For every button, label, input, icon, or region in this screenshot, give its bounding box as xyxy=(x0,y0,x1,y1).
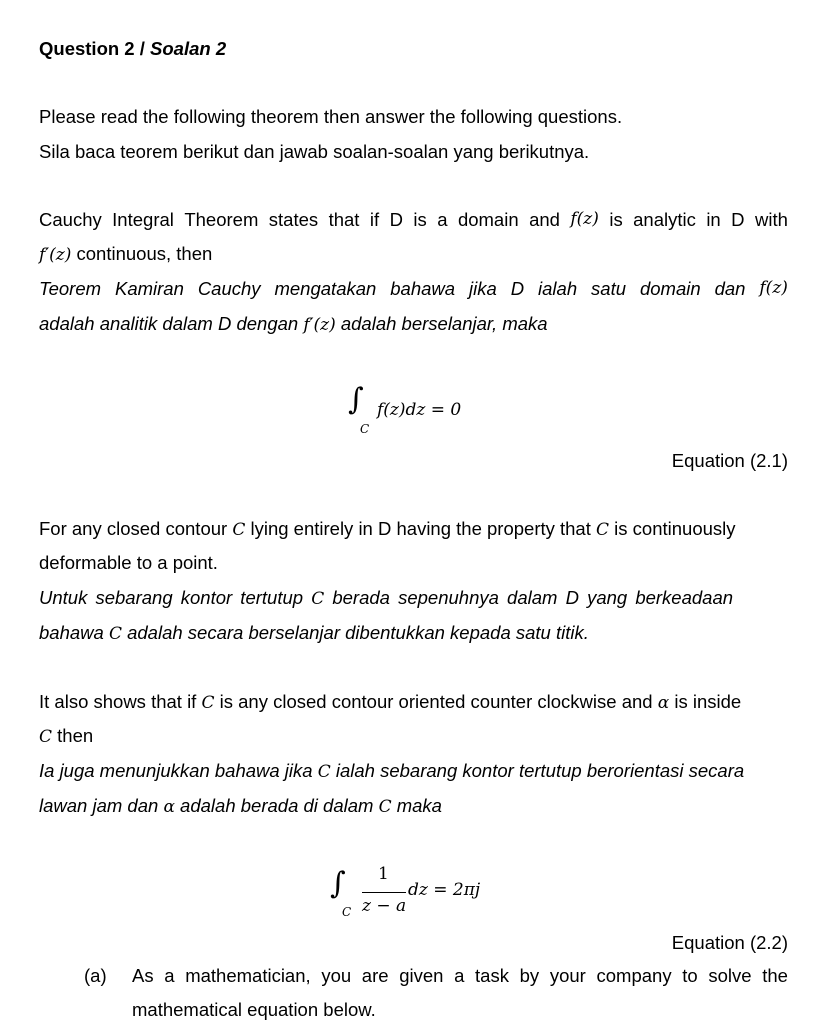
fraction-numerator: 1 xyxy=(378,864,389,884)
part-a-line-2: mathematical equation below. xyxy=(132,999,376,1020)
theorem-line-1-word: is xyxy=(413,209,427,230)
part-a-line-1-word: you xyxy=(321,965,352,986)
integral-subscript: C xyxy=(360,422,370,436)
part-a-line-1-word: by xyxy=(519,965,540,986)
part-a-line-1-word: As xyxy=(132,965,154,986)
theorem-line-3-word: dan xyxy=(714,278,746,299)
theorem-line-4: adalah analitik dalam D dengan f′(z) adalah berselanjar, maka xyxy=(39,313,548,335)
theorem-line-1-word: D xyxy=(731,209,745,230)
theorem-line-1-word: is xyxy=(609,209,623,230)
theorem-line-1-word: analytic xyxy=(633,209,696,230)
also-line-4: lawan jam dan α adalah berada di dalam C maka xyxy=(39,795,442,817)
part-a-line-1-word: your xyxy=(549,965,586,986)
theorem-line-1-word: Integral xyxy=(112,209,174,230)
part-a-line-1-word: are xyxy=(361,965,389,986)
theorem-line-3-word: domain xyxy=(639,278,701,299)
part-a-label: (a) xyxy=(84,965,107,986)
integrand: f(z)dz = 0 xyxy=(377,400,462,420)
also-line-2: C then xyxy=(39,725,94,747)
theorem-line-1-word: states xyxy=(268,209,319,230)
contour-line-3: Untuk sebarang kontor tertutup C berada sepenuhnya dalam D yang berkeadaan xyxy=(39,587,734,609)
theorem-line-3-word: jika xyxy=(469,278,497,299)
theorem-line-1-word: Theorem xyxy=(184,209,259,230)
theorem-line-3-word: ialah xyxy=(538,278,578,299)
integral-sign: ∫ xyxy=(330,866,346,901)
integral-subscript: C xyxy=(342,905,352,919)
theorem-line-1-word: a xyxy=(437,209,448,230)
fraction-denominator: z − a xyxy=(362,896,407,916)
theorem-line-3-word: bahawa xyxy=(390,278,456,299)
also-line-1: It also shows that if C is any closed contour oriented counter clockwise and α is inside xyxy=(39,691,742,713)
equation-rest: dz = 2πj xyxy=(408,880,481,900)
part-a-line-1-word: a xyxy=(164,965,175,986)
contour-line-4: bahawa C adalah secara berselanjar dibentukkan kepada satu titik. xyxy=(39,622,589,644)
theorem-line-3-word: Cauchy xyxy=(197,278,261,299)
heading-malay: Soalan 2 xyxy=(150,38,227,59)
equation-2-2-label: Equation (2.2) xyxy=(671,932,788,953)
theorem-line-3-word: D xyxy=(510,278,525,299)
intro-malay: Sila baca teorem berikut dan jawab soalan-soalan yang berikutnya. xyxy=(39,141,590,162)
fraction-bar xyxy=(362,892,406,893)
part-a-line-1-word: given xyxy=(399,965,444,986)
integral-sign: ∫ xyxy=(348,382,364,417)
contour-line-1: For any closed contour C lying entirely in D having the property that C is continuously xyxy=(39,518,736,540)
theorem-line-1-word: in xyxy=(706,209,721,230)
part-a-line-1-word: the xyxy=(762,965,788,986)
theorem-line-3-word: Kamiran xyxy=(114,278,184,299)
heading-english: Question 2 / xyxy=(39,38,151,59)
also-line-3: Ia juga menunjukkan bahawa jika C ialah sebarang kontor tertutup berorientasi secara xyxy=(39,760,745,782)
theorem-line-1-word: Cauchy xyxy=(39,209,102,230)
theorem-line-1-word: if xyxy=(369,209,380,230)
theorem-line-3-word: mengatakan xyxy=(274,278,377,299)
part-a-line-1 xyxy=(132,965,788,987)
theorem-line-2: f′(z) continuous, then xyxy=(39,243,213,265)
part-a-line-1-word: solve xyxy=(708,965,752,986)
theorem-line-3 xyxy=(39,278,788,300)
theorem-line-1-word: domain xyxy=(457,209,519,230)
intro-english: Please read the following theorem then answer the following questions. xyxy=(39,106,623,127)
part-a-line-1-word: company xyxy=(596,965,672,986)
f-of-z: f(z) xyxy=(570,209,599,229)
part-a-line-1-word: task xyxy=(475,965,509,986)
equation-2-2 xyxy=(330,862,530,922)
f-of-z: f(z) xyxy=(759,278,788,298)
equation-2-1-label: Equation (2.1) xyxy=(671,450,788,471)
theorem-line-1 xyxy=(39,209,788,231)
theorem-line-3-word: satu xyxy=(591,278,627,299)
part-a-line-1-word: mathematician, xyxy=(185,965,311,986)
question-heading xyxy=(39,38,226,60)
f-prime-z: f′(z) xyxy=(39,245,72,265)
part-a-line-1-word: a xyxy=(454,965,465,986)
theorem-line-1-word: D xyxy=(389,209,403,230)
theorem-line-1-word: and xyxy=(529,209,560,230)
contour-line-2: deformable to a point. xyxy=(39,552,218,573)
part-a-line-1-word: to xyxy=(682,965,698,986)
theorem-line-1-word: with xyxy=(754,209,788,230)
theorem-line-1-word: that xyxy=(328,209,360,230)
theorem-line-3-word: Teorem xyxy=(39,278,102,299)
